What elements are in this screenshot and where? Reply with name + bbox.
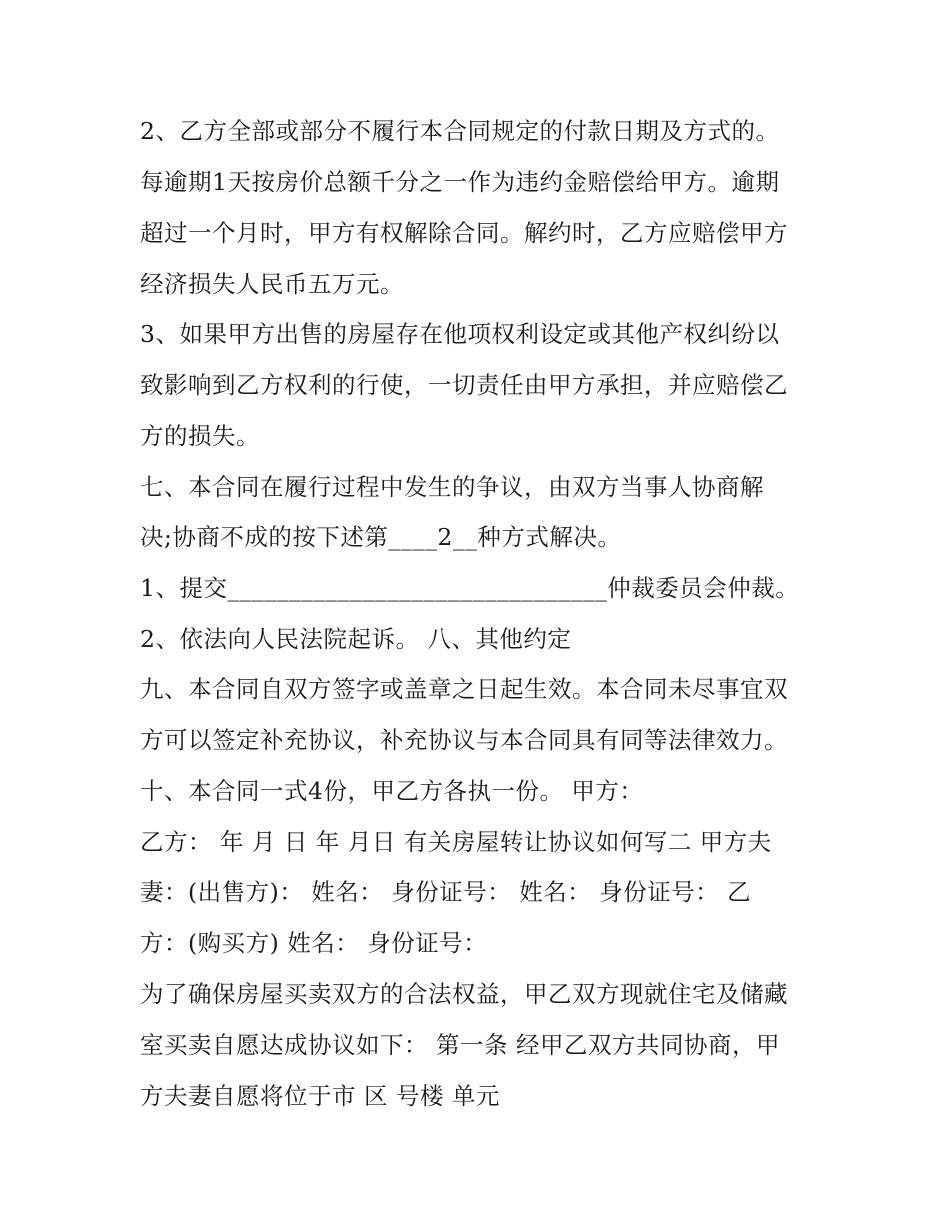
text-line: 九、本合同自双方签字或盖章之日起生效。本合同未尽事宜双	[140, 675, 788, 703]
text-line: 致影响到乙方权利的行使，一切责任由甲方承担，并应赔偿乙	[140, 371, 788, 399]
text-line: 3、如果甲方出售的房屋存在他项权利设定或其他产权纠纷以	[140, 320, 780, 348]
text-line: 十、本合同一式4份，甲乙方各执一份。 甲方：	[140, 777, 644, 805]
text-line: 决;协商不成的按下述第____2__种方式解决。	[140, 523, 622, 551]
text-line: 七、本合同在履行过程中发生的争议，由双方当事人协商解	[140, 473, 764, 501]
text-line: 2、乙方全部或部分不履行本合同规定的付款日期及方式的。	[140, 117, 780, 145]
text-line: 1、提交_______________________________仲裁委员会仲裁。	[140, 574, 800, 602]
text-line: 每逾期1天按房价总额千分之一作为违约金赔偿给甲方。逾期	[140, 168, 780, 196]
text-line: 室买卖自愿达成协议如下： 第一条 经甲乙双方共同协商，甲	[140, 1031, 780, 1059]
text-line: 超过一个月时，甲方有权解除合同。解约时，乙方应赔偿甲方	[140, 219, 788, 247]
text-line: 方：(购买方) 姓名： 身份证号：	[140, 929, 488, 957]
text-line: 为了确保房屋买卖双方的合法权益，甲乙双方现就住宅及储藏	[140, 980, 788, 1008]
text-line: 方夫妻自愿将位于市 区 号楼 单元	[140, 1082, 500, 1110]
text-line: 方的损失。	[140, 422, 260, 450]
text-line: 2、依法向人民法院起诉。 八、其他约定	[140, 625, 572, 653]
text-line: 乙方： 年 月 日 年 月日 有关房屋转让协议如何写二 甲方夫	[140, 828, 772, 856]
text-line: 方可以签定补充协议，补充协议与本合同具有同等法律效力。	[140, 726, 788, 754]
text-line: 经济损失人民币五万元。	[140, 270, 404, 298]
text-line: 妻：(出售方)： 姓名： 身份证号： 姓名： 身份证号： 乙	[140, 878, 752, 906]
